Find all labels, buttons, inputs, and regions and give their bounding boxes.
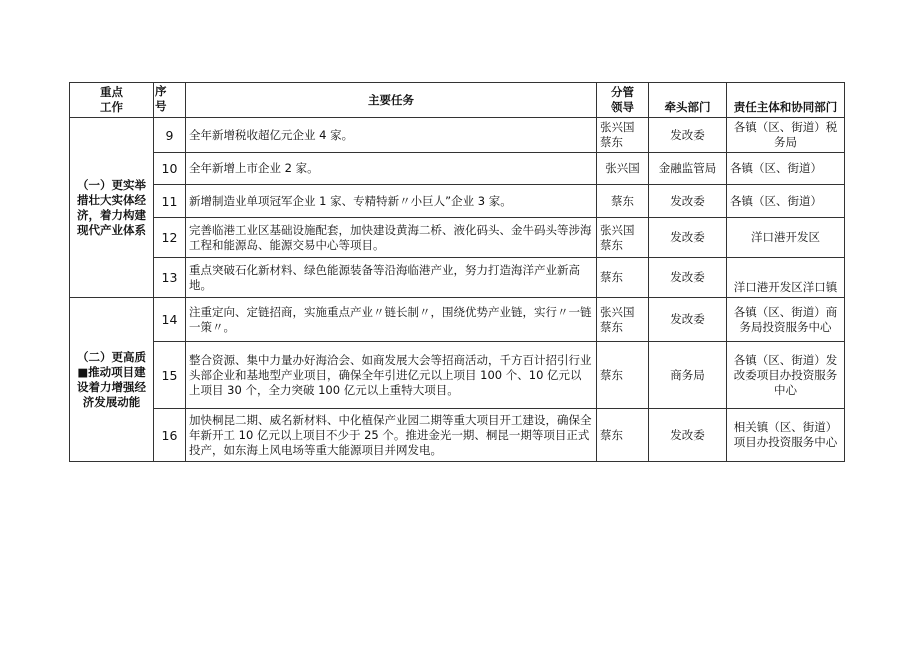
leader-cell: 张兴国蔡东 xyxy=(597,118,649,153)
task-cell: 整合资源、集中力量办好海洽会、如商发展大会等招商活动，千方百计招引行业头部企业和基地型产业项目，确保全年引进亿元以上项目 100 个、10 亿元以上项目 30 个，全力突破 100 亿元以上重特大项目。 xyxy=(186,342,597,409)
responsible-cell: 各镇（区、街道） xyxy=(727,185,845,218)
task-table xyxy=(69,82,845,462)
responsible-cell: 洋口港开发区 xyxy=(727,218,845,258)
seq-cell: 12 xyxy=(154,218,186,258)
leader-cell: 蔡东 xyxy=(597,185,649,218)
responsible-cell: 相关镇（区、街道）项目办投资服务中心 xyxy=(727,409,845,462)
table-row xyxy=(70,258,845,298)
responsible-cell: 各镇（区、街道）税务局 xyxy=(727,118,845,153)
responsible-cell: 洋口港开发区洋口镇 xyxy=(727,258,845,298)
leader-cell: 张兴国 xyxy=(597,153,649,185)
header-task: 主要任务 xyxy=(186,83,597,118)
leader-cell: 蔡东 xyxy=(597,409,649,462)
header-lead-dept: 牵头部门 xyxy=(649,83,727,118)
lead-dept-cell: 发改委 xyxy=(649,118,727,153)
seq-cell: 13 xyxy=(154,258,186,298)
category-cell: （一）更实举措壮大实体经济，着力构建现代产业体系 xyxy=(70,118,154,298)
seq-cell: 14 xyxy=(154,298,186,342)
seq-cell: 15 xyxy=(154,342,186,409)
table-row xyxy=(70,118,845,153)
header-category: 重点 工作 xyxy=(70,83,154,118)
lead-dept-cell: 金融监管局 xyxy=(649,153,727,185)
leader-cell: 张兴国蔡东 xyxy=(597,218,649,258)
seq-cell: 16 xyxy=(154,409,186,462)
lead-dept-cell: 发改委 xyxy=(649,409,727,462)
lead-dept-cell: 发改委 xyxy=(649,258,727,298)
header-leader: 分管 领导 xyxy=(597,83,649,118)
lead-dept-cell: 发改委 xyxy=(649,185,727,218)
lead-dept-cell: 商务局 xyxy=(649,342,727,409)
responsible-cell: 各镇（区、街道）发改委项目办投资服务中心 xyxy=(727,342,845,409)
task-cell: 重点突破石化新材料、绿色能源装备等沿海临港产业，努力打造海洋产业新高地。 xyxy=(186,258,597,298)
table-row xyxy=(70,153,845,185)
table-row xyxy=(70,218,845,258)
lead-dept-cell: 发改委 xyxy=(649,298,727,342)
task-cell: 新增制造业单项冠军企业 1 家、专精特新〃小巨人”企业 3 家。 xyxy=(186,185,597,218)
lead-dept-cell: 发改委 xyxy=(649,218,727,258)
responsible-cell: 各镇（区、街道）商务局投资服务中心 xyxy=(727,298,845,342)
task-cell: 全年新增税收超亿元企业 4 家。 xyxy=(186,118,597,153)
seq-cell: 10 xyxy=(154,153,186,185)
leader-cell: 张兴国蔡东 xyxy=(597,298,649,342)
task-cell: 加快桐昆二期、威名新材料、中化植保产业园二期等重大项目开工建设，确保全年新开工 10 亿元以上项目不少于 25 个。推进金光一期、桐昆一期等项目正式投产，如东海上风电场等重大能源项目并网发电。 xyxy=(186,409,597,462)
task-cell: 完善临港工业区基础设施配套，加快建设黄海二桥、液化码头、金牛码头等涉海工程和能源岛、能源交易中心等项目。 xyxy=(186,218,597,258)
leader-cell: 蔡东 xyxy=(597,342,649,409)
responsible-cell: 各镇（区、街道） xyxy=(727,153,845,185)
header-responsible: 责任主体和协同部门 xyxy=(727,83,845,118)
seq-cell: 11 xyxy=(154,185,186,218)
table-row xyxy=(70,409,845,462)
leader-cell: 蔡东 xyxy=(597,258,649,298)
task-cell: 全年新增上市企业 2 家。 xyxy=(186,153,597,185)
category-cell: （二）更高质■推动项目建设着力增强经济发展动能 xyxy=(70,298,154,462)
table-row xyxy=(70,185,845,218)
task-cell: 注重定向、定链招商，实施重点产业〃链长制〃，围绕优势产业链，实行〃一链一策〃。 xyxy=(186,298,597,342)
table-row xyxy=(70,342,845,409)
seq-cell: 9 xyxy=(154,118,186,153)
table-row xyxy=(70,298,845,342)
header-seq: 序 号 xyxy=(154,83,186,118)
